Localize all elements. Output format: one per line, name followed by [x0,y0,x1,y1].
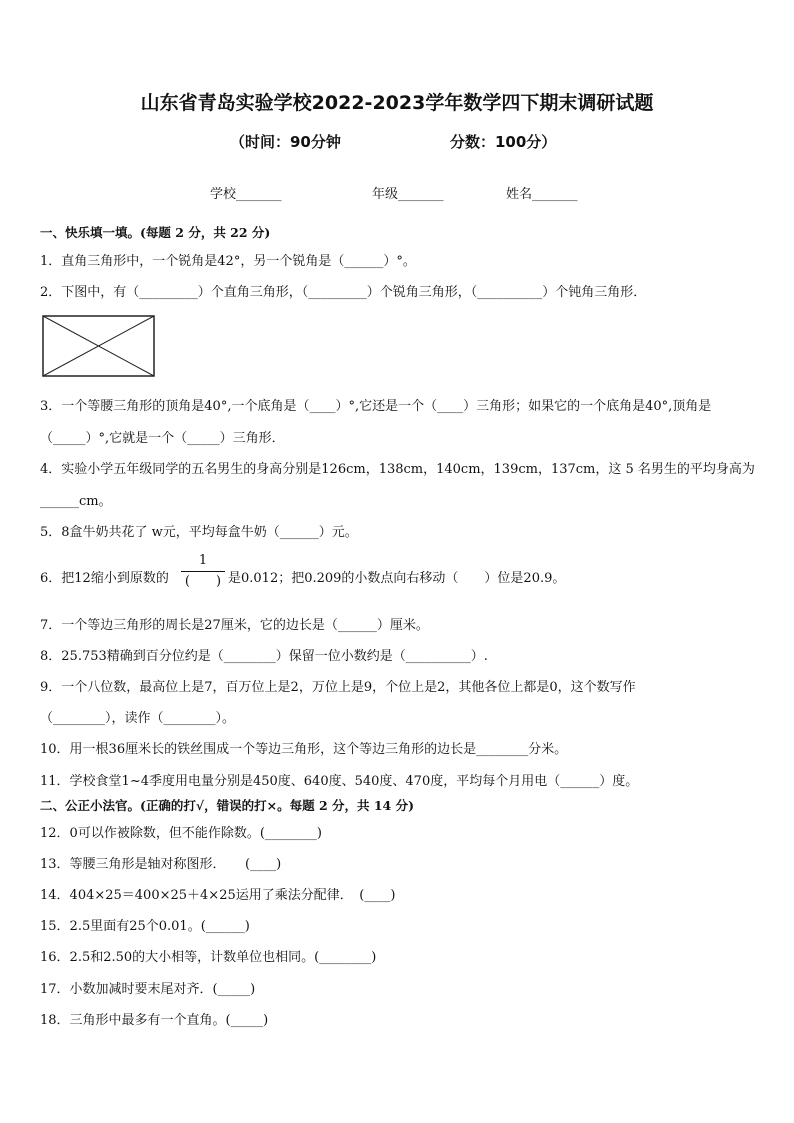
question-5: 5．8盒牛奶共花了 w元，平均每盒牛奶（______）元。 [40,525,358,540]
question-14: 14．404×25＝400×25＋4×25运用了乘法分配律． (____) [40,888,396,903]
question-7: 7．一个等边三角形的周长是27厘米，它的边长是（______）厘米。 [40,618,429,633]
question-11: 11．学校食堂1~4季度用电量分别是450度、640度、540度、470度，平均每个月用电（______）度。 [40,774,639,789]
question-4-line-2: ______cm。 [40,494,112,509]
fraction-numerator: 1 [198,553,208,568]
rectangle-diagonals-figure [42,315,156,379]
question-6-fraction [181,553,225,590]
question-2: 2．下图中，有（_________）个直角三角形，（_________）个锐角三角形，（__________）个钝角三角形． [40,285,647,300]
question-13: 13．等腰三角形是轴对称图形． (____) [40,857,282,872]
question-10: 10．用一根36厘米长的铁丝围成一个等边三角形，这个等边三角形的边长是________分米。 [40,742,568,757]
question-4-line-1: 4．实验小学五年级同学的五名男生的身高分别是126cm，138cm，140cm，139cm，137cm，这 5 名男生的平均身高为 [40,462,755,477]
exam-score: 分数：100分） [450,133,557,151]
question-15: 15．2.5里面有25个0.01。(______) [40,919,250,934]
question-1: 1．直角三角形中，一个锐角是42°，另一个锐角是（______）°。 [40,254,416,269]
question-9-line-2: （________），读作（________）。 [40,711,236,726]
section-2-heading: 二、公正小法官。(正确的打√，错误的打×。每题 2 分，共 14 分) [40,798,415,813]
question-6-prefix: 6．把12缩小到原数的 [40,571,169,586]
question-18: 18．三角形中最多有一个直角。(_____) [40,1013,269,1028]
question-17: 17．小数加减时要末尾对齐．(_____) [40,982,256,997]
question-8: 8．25.753精确到百分位约是（________）保留一位小数约是（__________）. [40,649,488,664]
question-3-line-2: （_____）°,它就是一个（_____）三角形． [40,431,285,446]
question-16: 16．2.5和2.50的大小相等，计数单位也相同。(________) [40,950,377,965]
question-12: 12．0可以作被除数，但不能作除数。(________) [40,826,322,841]
section-1-heading: 一、快乐填一填。(每题 2 分，共 22 分) [40,225,271,240]
fraction-bar [181,571,225,572]
question-9-line-1: 9．一个八位数，最高位上是7，百万位上是2，万位上是9，个位上是2，其他各位上都是0，这个数写作 [40,680,636,695]
fraction-denominator: ( ) [184,574,222,589]
question-6-suffix: 是0.012；把0.209的小数点向右移动（ ）位是20.9。 [228,571,566,586]
exam-time: （时间：90分钟 [230,133,341,151]
grade-field: 年级_______ [372,187,444,202]
school-field: 学校_______ [210,187,282,202]
question-3-line-1: 3．一个等腰三角形的顶角是40°,一个底角是（____）°,它还是一个（____）三角形；如果它的一个底角是40°,顶角是 [40,399,712,414]
name-field: 姓名_______ [506,187,578,202]
page-title: 山东省青岛实验学校2022-2023学年数学四下期末调研试题 [140,92,654,114]
